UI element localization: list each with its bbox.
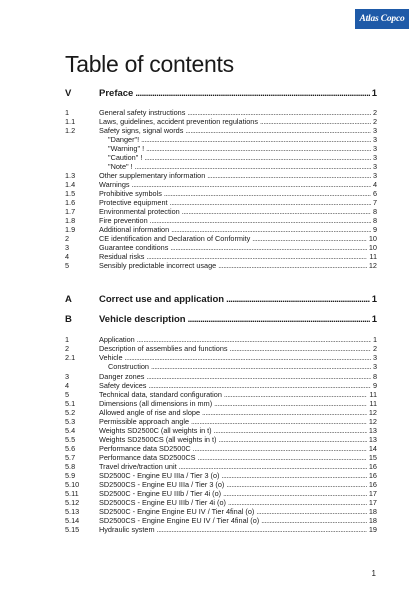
toc-entry-title: Fire prevention <box>99 216 148 225</box>
toc-entry-title: Preface <box>99 88 134 99</box>
toc-entry-row[interactable] <box>65 426 377 435</box>
toc-dot-leader <box>228 498 367 507</box>
toc-entry-number: 1.6 <box>65 198 76 207</box>
toc-entry-row[interactable] <box>65 525 377 534</box>
toc-entry-number: 1.2 <box>65 126 76 135</box>
toc-entry-row[interactable] <box>65 252 377 261</box>
toc-entry-number: 4 <box>65 252 70 261</box>
toc-dot-leader <box>260 117 371 126</box>
toc-entry-row[interactable] <box>65 444 377 453</box>
toc-entry-page: 1 <box>371 314 377 325</box>
toc-entry-row[interactable] <box>65 498 377 507</box>
toc-entry-row[interactable] <box>65 344 377 353</box>
toc-entry-page: 12 <box>368 261 377 270</box>
toc-entry-page: 1 <box>371 294 377 305</box>
toc-entry-row[interactable] <box>65 189 377 198</box>
toc-entry-number: 1 <box>65 108 70 117</box>
toc-entry-title: "Note" ! <box>108 162 133 171</box>
toc-entry-title: Permissible approach angle <box>99 417 190 426</box>
toc-entry-row[interactable] <box>65 381 377 390</box>
toc-entry-number: 2.1 <box>65 353 76 362</box>
toc-entry-row[interactable] <box>65 207 377 216</box>
toc-entry-number: 5.8 <box>65 462 76 471</box>
toc-entry-number: 5.11 <box>65 489 79 498</box>
toc-dot-leader <box>148 381 370 390</box>
toc-entry-title: Other supplementary information <box>99 171 206 180</box>
toc-dot-leader <box>185 126 371 135</box>
toc-entry-title: SD2500C - Engine EU IIIa / Tier 3 (o) <box>99 471 220 480</box>
toc-entry-row[interactable] <box>65 171 377 180</box>
page-number: 1 <box>371 569 376 578</box>
page-title: Table of contents <box>65 51 234 77</box>
toc-dot-leader <box>132 180 371 189</box>
toc-entry-title: Safety devices <box>99 381 147 390</box>
toc-entry-row[interactable] <box>65 516 377 525</box>
toc-entry-number: 5.10 <box>65 480 80 489</box>
toc-entry-row[interactable] <box>65 180 377 189</box>
toc-dot-leader <box>191 417 367 426</box>
toc-entry-number: 5.9 <box>65 471 76 480</box>
toc-dot-leader <box>146 252 367 261</box>
toc-entry-number: 1.5 <box>65 189 76 198</box>
toc-entry-title: Warnings <box>99 180 130 189</box>
toc-entry-title: "Danger"! <box>108 135 140 144</box>
toc-dot-leader <box>137 335 371 344</box>
toc-entry-row[interactable] <box>65 216 377 225</box>
toc-entry-title: SD2500CS - Engine EU IIIb / Tier 4i (o) <box>99 498 226 507</box>
toc-entry-number: 5.2 <box>65 408 76 417</box>
toc-dot-leader <box>182 207 371 216</box>
toc-entry-title: General safety instructions <box>99 108 186 117</box>
toc-entry-title: SD2500CS - Engine Engine EU IV / Tier 4final (o) <box>99 516 260 525</box>
toc-dot-leader <box>179 462 367 471</box>
toc-entry-number: 1.4 <box>65 180 76 189</box>
atlas-copco-logo: Atlas Copco <box>355 9 409 29</box>
toc-entry-page: 3 <box>372 144 377 153</box>
toc-dot-leader <box>157 525 367 534</box>
toc-entry-page: 3 <box>372 126 377 135</box>
toc-entry-title: Residual risks <box>99 252 145 261</box>
toc-dot-leader <box>198 453 367 462</box>
toc-entry-page: 11 <box>369 252 377 261</box>
toc-dot-leader <box>170 243 367 252</box>
toc-entry-row[interactable] <box>65 480 377 489</box>
toc-entry-number: 1.7 <box>65 207 76 216</box>
toc-entry-page: 3 <box>372 171 377 180</box>
toc-entry-page: 16 <box>368 462 377 471</box>
toc-entry-page: 6 <box>372 189 377 198</box>
toc-chapter-row[interactable] <box>65 88 377 100</box>
toc-entry-page: 15 <box>368 453 377 462</box>
toc-entry-row[interactable] <box>65 471 377 480</box>
toc-entry-page: 10 <box>368 234 377 243</box>
toc-entry-number: 5 <box>65 390 70 399</box>
toc-entry-title: "Warning" ! <box>108 144 145 153</box>
toc-entry-number: 2 <box>65 344 70 353</box>
toc-entry-row[interactable] <box>65 489 377 498</box>
toc-dot-leader <box>188 314 370 326</box>
toc-entry-title: SD2500CS - Engine EU IIIa / Tier 3 (o) <box>99 480 225 489</box>
toc-entry-row[interactable] <box>65 353 377 362</box>
toc-entry-title: Danger zones <box>99 372 145 381</box>
toc-entry-number: 3 <box>65 372 70 381</box>
toc-entry-row[interactable] <box>65 507 377 516</box>
toc-dot-leader <box>226 294 370 306</box>
toc-entry-row[interactable] <box>65 453 377 462</box>
toc-entry-title: Laws, guidelines, accident prevention regulations <box>99 117 259 126</box>
toc-entry-title: Weights SD2500C (all weights in t) <box>99 426 212 435</box>
toc-entry-title: "Caution" ! <box>108 153 143 162</box>
toc-entry-row[interactable] <box>65 108 377 117</box>
toc-entry-row[interactable] <box>65 335 377 344</box>
toc-entry-number: 4 <box>65 381 70 390</box>
toc-entry-page: 2 <box>372 108 377 117</box>
toc-dot-leader <box>135 88 369 100</box>
toc-dot-leader <box>151 362 371 371</box>
toc-entry-row[interactable] <box>65 417 377 426</box>
toc-entry-title: SD2500C - Engine EU IIIb / Tier 4i (o) <box>99 489 222 498</box>
toc-entry-page: 2 <box>372 117 377 126</box>
toc-dot-leader <box>164 189 371 198</box>
toc-entry-title: Sensibly predictable incorrect usage <box>99 261 217 270</box>
toc-entry-row[interactable] <box>65 390 377 399</box>
toc-entry-row[interactable] <box>65 225 377 234</box>
toc-entry-number: 1.8 <box>65 216 76 225</box>
toc-entry-title: Technical data, standard configuration <box>99 390 222 399</box>
toc-entry-page: 13 <box>368 435 377 444</box>
toc-entry-title: Construction <box>108 362 149 371</box>
toc-entry-title: Protective equipment <box>99 198 168 207</box>
toc-entry-title: Dimensions (all dimensions in mm) <box>99 399 213 408</box>
toc-entry-page: 2 <box>372 344 377 353</box>
toc-entry-page: 18 <box>368 516 377 525</box>
toc-entry-title: Correct use and application <box>99 294 225 305</box>
toc-entry-page: 3 <box>372 353 377 362</box>
toc-entry-number: 5.12 <box>65 498 80 507</box>
toc-entry-page: 1 <box>371 88 377 99</box>
toc-dot-leader <box>146 144 371 153</box>
toc-entry-row[interactable] <box>65 243 377 252</box>
toc-entry-page: 11 <box>369 390 377 399</box>
toc-dot-leader <box>218 435 366 444</box>
toc-entry-title: Hydraulic system <box>99 525 155 534</box>
toc-entry-number: 1.9 <box>65 225 76 234</box>
toc-entry-number: B <box>65 314 72 325</box>
toc-entry-page: 3 <box>372 135 377 144</box>
toc-entry-title: Travel drive/traction unit <box>99 462 177 471</box>
toc-entry-page: 9 <box>372 381 377 390</box>
toc-entry-number: 5.13 <box>65 507 80 516</box>
toc-dot-leader <box>221 471 366 480</box>
toc-entry-number: 5.14 <box>65 516 80 525</box>
toc-dot-leader <box>135 162 371 171</box>
toc-entry-title: Description of assemblies and functions <box>99 344 228 353</box>
toc-entry-title: SD2500C - Engine Engine EU IV / Tier 4final (o) <box>99 507 255 516</box>
toc-dot-leader <box>146 372 371 381</box>
toc-entry-title: Guarantee conditions <box>99 243 169 252</box>
toc-entry-row[interactable] <box>65 126 377 135</box>
toc-entry-number: 5.15 <box>65 525 80 534</box>
toc-entry-row[interactable] <box>65 261 377 270</box>
toc-entry-number: 3 <box>65 243 70 252</box>
toc-entry-title: Safety signs, signal words <box>99 126 184 135</box>
toc-entry-title: Vehicle <box>99 353 123 362</box>
toc-entry-title: Allowed angle of rise and slope <box>99 408 201 417</box>
toc-entry-row[interactable] <box>65 399 377 408</box>
toc-entry-title: Performance data SD2500C <box>99 444 191 453</box>
toc-entry-row[interactable] <box>65 144 377 153</box>
toc-entry-number: 1.1 <box>65 117 76 126</box>
toc-entry-row[interactable] <box>65 462 377 471</box>
toc-entry-page: 9 <box>372 225 377 234</box>
toc-entry-row[interactable] <box>65 117 377 126</box>
toc-entry-page: 3 <box>372 162 377 171</box>
toc-entry-page: 11 <box>369 399 377 408</box>
toc-chapter-row[interactable] <box>65 294 377 306</box>
toc-entry-page: 12 <box>368 408 377 417</box>
toc-dot-leader <box>226 480 367 489</box>
toc-dot-leader <box>223 489 367 498</box>
toc-entry-number: 5.3 <box>65 417 76 426</box>
toc-entry-page: 17 <box>368 498 377 507</box>
toc-dot-leader <box>170 198 371 207</box>
toc-entry-page: 12 <box>368 417 377 426</box>
toc-entry-page: 8 <box>372 216 377 225</box>
toc-entry-title: Weights SD2500CS (all weights in t) <box>99 435 217 444</box>
toc-entry-page: 1 <box>372 335 377 344</box>
toc-entry-title: Performance data SD2500CS <box>99 453 196 462</box>
toc-entry-number: 1.3 <box>65 171 76 180</box>
toc-entry-row[interactable] <box>65 162 377 171</box>
toc-dot-leader <box>252 234 367 243</box>
toc-entry-page: 18 <box>368 507 377 516</box>
toc-entry-page: 19 <box>368 525 377 534</box>
toc-entry-title: CE identification and Declaration of Conformity <box>99 234 251 243</box>
toc-entry-page: 14 <box>368 444 377 453</box>
toc-dot-leader <box>218 261 367 270</box>
toc-dot-leader <box>141 135 371 144</box>
toc-entry-page: 10 <box>368 243 377 252</box>
toc-entry-number: 5.7 <box>65 453 76 462</box>
toc-dot-leader <box>150 216 371 225</box>
toc-entry-number: 5.5 <box>65 435 76 444</box>
toc-entry-title: Additional information <box>99 225 170 234</box>
toc-entry-page: 3 <box>372 153 377 162</box>
toc-entry-number: 5.4 <box>65 426 76 435</box>
toc-entry-page: 3 <box>372 362 377 371</box>
toc-dot-leader <box>144 153 371 162</box>
toc-dot-leader <box>256 507 367 516</box>
toc-entry-page: 17 <box>368 489 377 498</box>
toc-entry-page: 13 <box>368 426 377 435</box>
toc-dot-leader <box>224 390 368 399</box>
toc-dot-leader <box>171 225 371 234</box>
toc-entry-number: V <box>65 88 72 99</box>
toc-entry-number: 2 <box>65 234 70 243</box>
toc-entry-row[interactable] <box>65 372 377 381</box>
toc-entry-row[interactable] <box>65 408 377 417</box>
toc-entry-row[interactable] <box>65 435 377 444</box>
toc-dot-leader <box>193 444 367 453</box>
toc-entry-row[interactable] <box>65 362 377 371</box>
toc-entry-page: 16 <box>368 480 377 489</box>
toc-dot-leader <box>214 399 367 408</box>
toc-entry-number: 1 <box>65 335 70 344</box>
toc-entry-page: 8 <box>372 372 377 381</box>
toc-entry-number: A <box>65 294 72 305</box>
toc-entry-row[interactable] <box>65 234 377 243</box>
toc-dot-leader <box>202 408 367 417</box>
toc-dot-leader <box>261 516 367 525</box>
toc-chapter-row[interactable] <box>65 314 377 326</box>
toc-dot-leader <box>187 108 371 117</box>
toc-entry-row[interactable] <box>65 135 377 144</box>
toc-dot-leader <box>214 426 367 435</box>
toc-entry-title: Application <box>99 335 135 344</box>
toc-entry-number: 5.1 <box>65 399 76 408</box>
toc-entry-number: 5 <box>65 261 70 270</box>
toc-entry-title: Prohibitive symbols <box>99 189 162 198</box>
toc-entry-title: Environmental protection <box>99 207 180 216</box>
toc-entry-title: Vehicle description <box>99 314 186 325</box>
toc-entry-number: 5.6 <box>65 444 76 453</box>
toc-entry-row[interactable] <box>65 153 377 162</box>
toc-entry-page: 7 <box>372 198 377 207</box>
toc-entry-row[interactable] <box>65 198 377 207</box>
toc-entry-page: 8 <box>372 207 377 216</box>
toc-dot-leader <box>230 344 371 353</box>
toc-entry-page: 16 <box>368 471 377 480</box>
toc-dot-leader <box>125 353 371 362</box>
toc-dot-leader <box>207 171 371 180</box>
toc-entry-page: 4 <box>372 180 377 189</box>
